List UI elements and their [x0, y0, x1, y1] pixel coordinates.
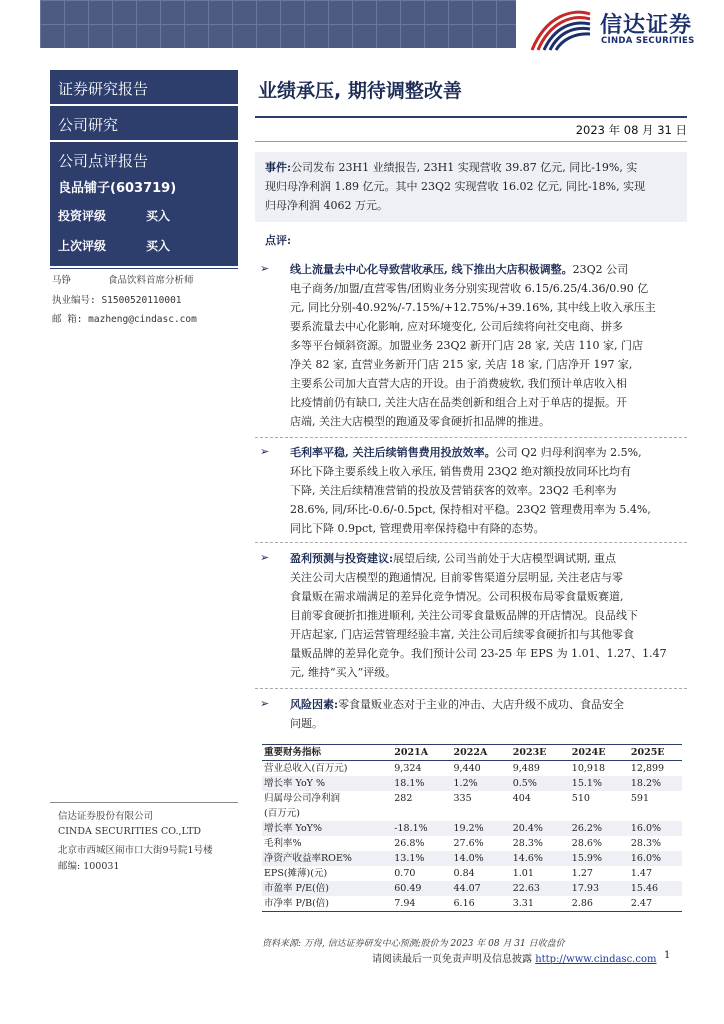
analyst-title: 食品饮料首席分析师 — [108, 275, 194, 286]
bullet-arrow-icon: ➢ — [260, 551, 270, 564]
footer-text: 请阅读最后一页免责声明及信息披露 — [372, 954, 536, 965]
item-separator — [255, 688, 687, 689]
event-line-1: 公司发布 23H1 业绩报告, 23H1 实现营收 39.87 亿元, 同比-19%, 实 — [291, 161, 638, 174]
table-header: 2023E — [505, 745, 564, 761]
firm-address: 北京市西城区闹市口大街9号院1号楼 — [58, 845, 213, 856]
footer-disclaimer — [372, 950, 656, 965]
sidebar-divider-bottom — [50, 802, 238, 803]
table-header: 2024E — [564, 745, 623, 761]
table-row: 营业总收入(百万元) 9,324 9,440 9,489 10,918 12,899 — [264, 763, 665, 774]
item-heading: 盈利预测与投资建议: — [290, 552, 394, 565]
table-header-row — [262, 745, 682, 761]
table-row: 增长率 YoY% -18.1% 19.2% 20.4% 26.2% 16.0% — [262, 821, 682, 836]
table-row: 净资产收益率ROE% 13.1% 14.0% 14.6% 15.9% 16.0% — [262, 851, 682, 866]
firm-postcode: 邮编: 100031 — [58, 861, 120, 872]
review-item: 盈利预测与投资建议:展望后续, 公司当前处于大店模型调试期, 重点 关注公司大店模型的跑通情况, 目前零售渠道分层明显, 关注老店与零 食量贩在需求端满足的差异化竞争情况。公司积极布局零食量贩赛道, 目前零食硬折扣推进顺利, 关注公司零食量贩品牌的开店情况。良品线下 开店起家, 门店运营管理经验丰富, 关注公司后续零食硬折扣与其他零食 量贩品牌的差异化竞争。我们预计公司 23-25 年 EPS 为 1.01、1.27、1.47 元, 维持“买入”评级。 — [290, 552, 667, 679]
table-row: 毛利率% 26.8% 27.6% 28.3% 28.6% 28.3% — [264, 838, 662, 849]
table-row: 市盈率 P/E(倍) 60.49 44.07 22.63 17.93 15.46 — [262, 881, 682, 896]
event-text — [265, 158, 683, 215]
bullet-arrow-icon: ➢ — [260, 697, 270, 710]
table-header: 2025E — [623, 745, 682, 761]
rating-label: 投资评级 — [58, 209, 107, 223]
event-line-3: 归母净利润 4062 万元。 — [265, 199, 388, 212]
financial-table — [262, 744, 682, 912]
prev-rating-label: 上次评级 — [58, 239, 107, 253]
table-header: 重要财务指标 — [262, 745, 386, 761]
brand-name-en: CINDA SECURITIES — [601, 36, 695, 46]
review-label: 点评: — [265, 234, 292, 247]
item-heading: 毛利率平稳, 关注后续销售费用投放效率。 — [290, 446, 496, 459]
table-row: EPS(摊薄)(元) 0.70 0.84 1.01 1.27 1.47 — [264, 868, 653, 879]
report-title: 业绩承压, 期待调整改善 — [258, 80, 462, 102]
firm-name-cn: 信达证券股份有限公司 — [58, 811, 154, 822]
category-label: 公司研究 — [58, 116, 119, 134]
event-label: 事件: — [265, 161, 292, 174]
analyst-name: 马铮 — [52, 275, 72, 286]
table-header: 2022A — [446, 745, 505, 761]
sidebar-divider — [50, 268, 238, 269]
table-row: 增长率 YoY % 18.1% 1.2% 0.5% 15.1% 18.2% — [262, 776, 682, 791]
table-source-note: 资料来源: 万得, 信达证券研发中心预测;股价为 2023 年 08 月 31 日收盘价 — [262, 939, 565, 949]
rating-value: 买入 — [146, 209, 171, 223]
review-item: 毛利率平稳, 关注后续销售费用投放效率。公司 Q2 归母利润率为 2.5%, 环比下降主要系线上收入承压, 销售费用 23Q2 绝对额投放同环比均有 下降, 关注后续精准营销的投放及营销获客的效率。23Q2 毛利率为 28.6%, 同/环比-0.6/-0.5pct, 保持相对平稳。23Q2 管理费用率为 5.4%, 同比下降 0.9pct, 管理费用率保持稳中有降的态势。 — [290, 446, 651, 535]
title-rule — [255, 116, 687, 118]
table-row: 归属母公司净利润 282 335 404 510 591 — [264, 793, 649, 804]
bullet-arrow-icon: ➢ — [260, 262, 270, 275]
event-line-2: 现归母净利润 1.89 亿元。其中 23Q2 实现营收 16.02 亿元, 同比-18%, 实现 — [265, 180, 646, 193]
brand-name-cn: 信达证券 — [600, 13, 693, 38]
table-row: (百万元) — [264, 808, 300, 819]
sidebar-category — [50, 106, 238, 140]
item-separator — [255, 542, 687, 543]
cinda-logo-icon — [528, 6, 594, 54]
firm-name-en: CINDA SECURITIES CO.,LTD — [58, 826, 202, 837]
date-rule — [255, 141, 687, 142]
sub-category-label: 公司点评报告 — [58, 152, 149, 170]
report-date: 2023 年 08 月 31 日 — [575, 123, 687, 137]
analyst-email[interactable]: 邮 箱: mazheng@cindasc.com — [52, 314, 197, 325]
sidebar-rating-block — [50, 142, 238, 266]
item-separator — [255, 437, 687, 438]
item-heading: 线上流量去中心化导致营收承压, 线下推出大店积极调整。 — [290, 263, 573, 276]
analyst-license: 执业编号: S1500520110001 — [52, 295, 182, 306]
item-heading: 风险因素: — [290, 698, 339, 711]
report-type-label: 证券研究报告 — [58, 80, 149, 98]
table-header: 2021A — [386, 745, 445, 761]
header-grid-banner — [40, 0, 516, 48]
table-row: 市净率 P/B(倍) 7.94 6.16 3.31 2.86 2.47 — [262, 896, 682, 912]
company-name: 良品铺子(603719) — [58, 181, 177, 196]
footer-url-link[interactable]: http://www.cindasc.com — [535, 954, 657, 965]
review-item: 风险因素:零食量贩业态对于主业的冲击、大店升级不成功、食品安全 问题。 — [290, 698, 625, 730]
page-number: 1 — [664, 950, 671, 961]
prev-rating-value: 买入 — [146, 239, 171, 253]
bullet-arrow-icon: ➢ — [260, 445, 270, 458]
review-item: 线上流量去中心化导致营收承压, 线下推出大店积极调整。23Q2 公司 电子商务/加盟/直营零售/团购业务分别实现营收 6.15/6.25/4.36/0.90 亿 元, 同比分别-40.92%/-7.15%/+12.75%/+39.16%, 其中线上收入承压主 要系流量去中心化影响, 应对环境变化, 公司后续将向社交电商、拼多 多等平台倾斜资源。加盟业务 23Q2 新开门店 28 家, 关店 110 家, 门店 净关 82 家, 直营业务新开门店 215 家, 关店 18 家, 门店净开 197 家, 主要系公司加大直营大店的开设。由于消费疲软, 我们预计单店收入相 比疫情前仍有缺口, 关注大店在品类创新和组合上对于单店的提振。开 店端, 关注大店模型的跑通及零食硬折扣品牌的推进。 — [290, 263, 656, 428]
sidebar-report-type — [50, 70, 238, 104]
